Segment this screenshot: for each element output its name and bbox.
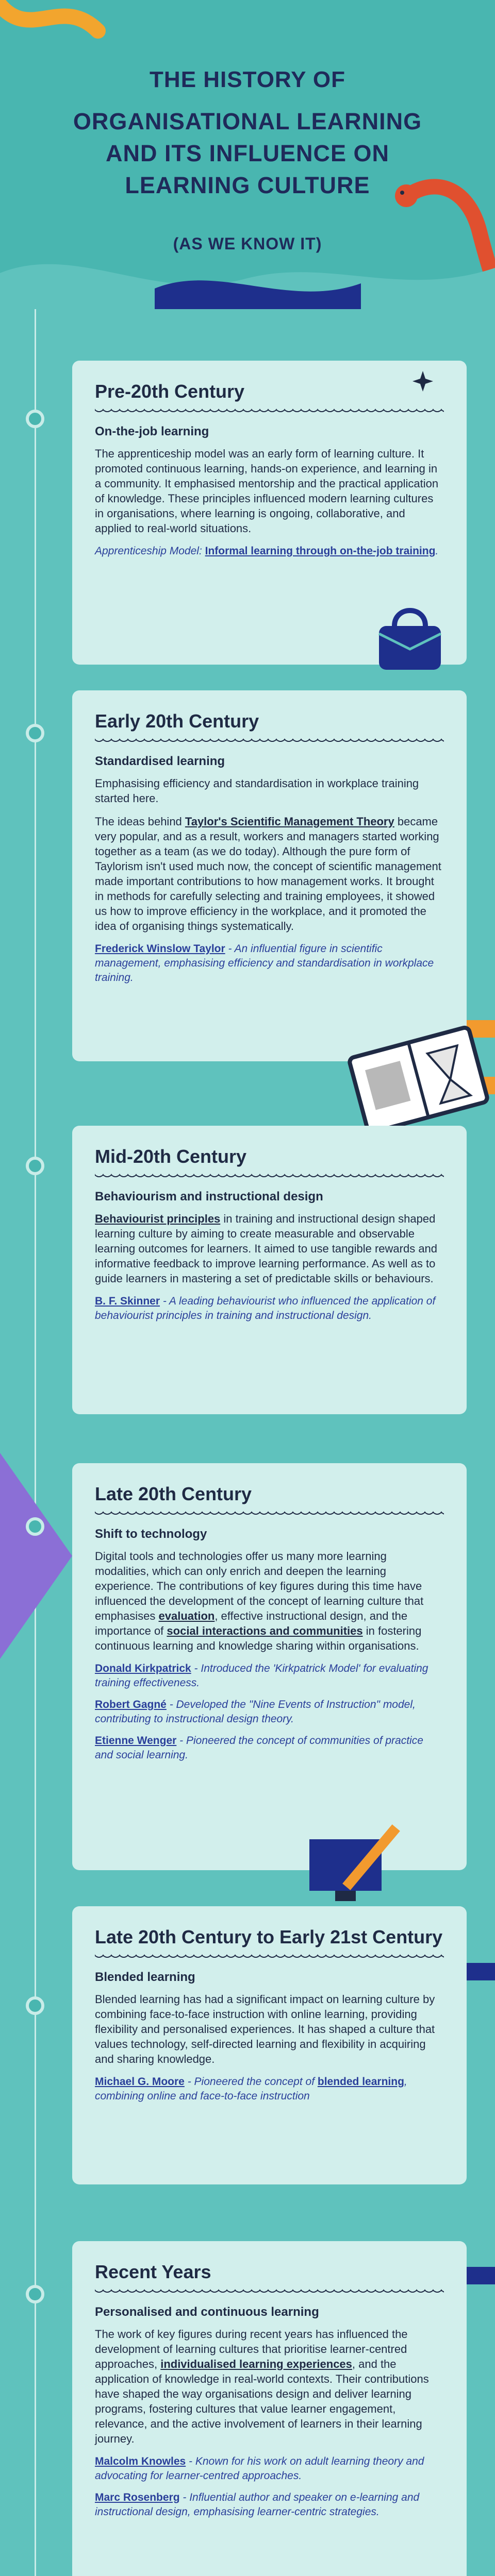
- person-name[interactable]: Donald Kirkpatrick: [95, 1663, 191, 1674]
- timeline-dot: [26, 1157, 44, 1175]
- evaluation-link[interactable]: evaluation: [158, 1609, 215, 1622]
- section-body: The ideas behind Taylor's Scientific Management Theory became very popular, and as a result, workers and managers started working together as a team (as we do today). Although the pure form of Taylorism isn't used much now, the concept of scientific management made important contributions to how management works. It brought in methods for carefully selecting and training employees, it showed us how to improve efficiency in the workplace, and it promoted the idea of organising things systematically.: [95, 815, 441, 933]
- section-recent-years: [72, 2241, 467, 2576]
- person-name[interactable]: Robert Gagné: [95, 1699, 167, 1710]
- book-icon: [345, 1025, 495, 1128]
- person-name[interactable]: B. F. Skinner: [95, 1295, 160, 1307]
- section-title: Mid-20th Century: [95, 1146, 247, 1167]
- timeline-dot: [26, 1517, 44, 1536]
- person-note: Malcolm Knowles - Known for his work on adult learning theory and advocating for learner-centred approaches.: [95, 2455, 424, 2482]
- section-pre-20th: [72, 361, 467, 665]
- section-subtitle: On-the-job learning: [95, 425, 209, 438]
- behaviourist-link[interactable]: Behaviourist principles: [95, 1212, 221, 1225]
- title-line-2a: ORGANISATIONAL LEARNING: [73, 108, 422, 134]
- title-line-1: THE HISTORY OF: [150, 67, 345, 92]
- individualised-learning-link[interactable]: individualised learning experiences: [160, 2358, 352, 2370]
- sparkle-icon: [412, 371, 443, 402]
- person-note: Michael G. Moore - Pioneered the concept of blended learning, combining online and face-to-face instruction: [95, 2076, 407, 2102]
- timeline-dot: [26, 1996, 44, 2015]
- person-name[interactable]: Etienne Wenger: [95, 1735, 177, 1747]
- title-main: [0, 106, 495, 201]
- section-title: Recent Years: [95, 2261, 211, 2282]
- section-body: The apprenticeship model was an early form of learning culture. It promoted continuous learning, hands-on experience, and learning in a community. It emphasised mentorship and the practical application of knowledge. These principles influenced modern learning cultures in organisations, where learning is ongoing, collaborative, and applied to real-world situations.: [95, 447, 439, 535]
- timeline-dot: [26, 410, 44, 428]
- section-early-20th: [72, 690, 467, 1061]
- person-note: Donald Kirkpatrick - Introduced the 'Kirkpatrick Model' for evaluating training effectiveness.: [95, 1663, 428, 1689]
- section-title: Early 20th Century: [95, 710, 259, 732]
- section-body: Blended learning has had a significant impact on learning culture by combining face-to-face instruction with online learning, providing flexibility and personalised experiences. It has shaped a culture that values technology, self-directed learning and flexibility in acquiring and sharing knowledge.: [95, 1993, 435, 2065]
- title-line-2b: AND ITS INFLUENCE ON: [105, 140, 389, 166]
- section-subtitle: Standardised learning: [95, 754, 225, 768]
- section-title: Late 20th Century: [95, 1483, 252, 1504]
- taylor-theory-link[interactable]: Taylor's Scientific Management Theory: [185, 815, 394, 828]
- timeline-dot: [26, 2285, 44, 2303]
- wavy-divider: [95, 1511, 444, 1518]
- social-interactions-link[interactable]: social interactions and communities: [167, 1624, 363, 1637]
- blue-bar: [464, 1963, 495, 1980]
- section-subtitle: Personalised and continuous learning: [95, 2305, 319, 2319]
- blended-learning-link[interactable]: blended learning: [317, 2076, 404, 2088]
- section-subtitle: Shift to technology: [95, 1527, 207, 1541]
- timeline-dot: [26, 724, 44, 742]
- person-note: B. F. Skinner - A leading behaviourist who influenced the application of behaviourist principles in training and instructional design.: [95, 1295, 436, 1321]
- wavy-divider: [95, 738, 444, 745]
- handbag-icon: [371, 603, 449, 675]
- section-body: Behaviourist principles in training and instructional design shaped learning culture by aiming to create measurable and observable learning outcomes for learners. It aimed to use tangible rewards and informative feedback to improve learning performance. As well as to guide learners in mastering a set of predictable skills or behaviours.: [95, 1212, 438, 1285]
- title-line-2c: LEARNING CULTURE: [125, 172, 370, 198]
- section-note: Apprenticeship Model: Informal learning through on-the-job training.: [95, 545, 439, 557]
- person-note: Marc Rosenberg - Influential author and speaker on e-learning and instructional design, emphasising learner-centric strategies.: [95, 2492, 420, 2518]
- timeline-line: [35, 309, 36, 2576]
- wavy-divider: [95, 1173, 444, 1180]
- person-note: Frederick Winslow Taylor - An influential figure in scientific management, emphasising efficiency and standardisation in workplace training.: [95, 943, 434, 984]
- person-name[interactable]: Frederick Winslow Taylor: [95, 943, 225, 955]
- section-late20-early21: [72, 1906, 467, 2184]
- person-name[interactable]: Malcolm Knowles: [95, 2455, 186, 2467]
- title-line-3: (AS WE KNOW IT): [173, 234, 322, 253]
- section-mid-20th: [72, 1126, 467, 1414]
- person-note: Robert Gagné - Developed the "Nine Events of Instruction" model, contributing to instructional design theory.: [95, 1699, 416, 1725]
- section-title: Late 20th Century to Early 21st Century: [95, 1926, 443, 1947]
- purple-triangle: [0, 1453, 72, 1659]
- ribbon-icon: [0, 0, 113, 62]
- section-subtitle: Behaviourism and instructional design: [95, 1190, 323, 1204]
- person-name[interactable]: Marc Rosenberg: [95, 2492, 180, 2503]
- section-body: Digital tools and technologies offer us many more learning modalities, which can only enrich and deepen the learning experience. The contributions of key figures during this time have influenced the development of the concept of learning culture that emphasises evaluation, effective instructional design, and the importance of social interactions and communities in fostering continuous learning and knowledge sharing within organisations.: [95, 1550, 424, 1652]
- header: [0, 0, 495, 289]
- laptop-pencil-icon: [304, 1808, 418, 1911]
- section-body: The work of key figures during recent years has influenced the development of learning cultures that prioritise learner-centred approaches, individualised learning experiences, and the application of knowledge in real-world contexts. Their contributions have shaped the way organisations design and deliver learning programs, fostering cultures that value learner engagement, relevance, and the active involvement of learners in their learning journey.: [95, 2328, 429, 2445]
- person-note: Etienne Wenger - Pioneered the concept of communities of practice and social learning.: [95, 1735, 423, 1761]
- wavy-divider: [95, 408, 444, 415]
- section-body: Emphasising efficiency and standardisation in workplace training started here.: [95, 777, 419, 805]
- section-title: Pre-20th Century: [95, 381, 245, 402]
- informal-learning-link[interactable]: Informal learning through on-the-job training: [205, 545, 436, 557]
- section-subtitle: Blended learning: [95, 1970, 195, 1984]
- wavy-divider: [95, 1954, 444, 1961]
- wavy-divider: [95, 2289, 444, 2296]
- person-name[interactable]: Michael G. Moore: [95, 2076, 185, 2088]
- blue-bar: [464, 2267, 495, 2284]
